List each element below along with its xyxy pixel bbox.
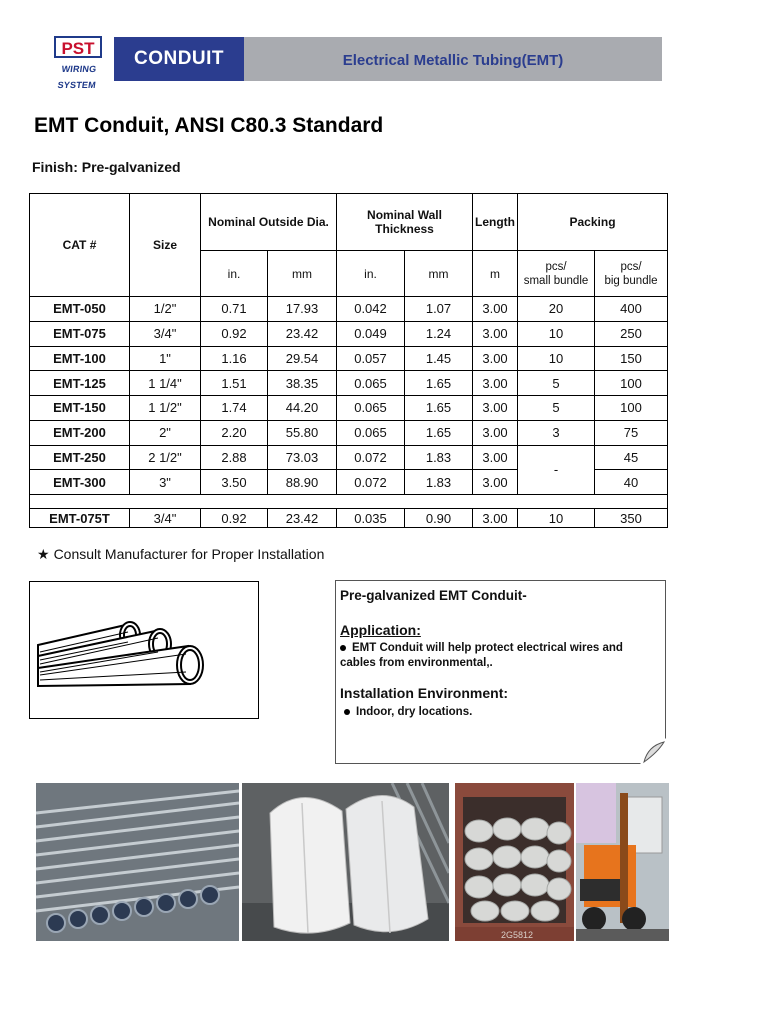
cell-cat: EMT-200: [30, 420, 130, 445]
cell-wall-mm: 1.24: [405, 321, 473, 346]
cell-od-in: 0.92: [201, 321, 268, 346]
cell-od-in: 2.20: [201, 420, 268, 445]
photo-conduit-stack: [36, 783, 239, 941]
cell-wall-in: 0.065: [337, 420, 405, 445]
cell-size: 3/4": [130, 321, 201, 346]
cell-cat: EMT-300: [30, 470, 130, 495]
cell-wall-in: 0.065: [337, 396, 405, 421]
cell-cat: EMT-075: [30, 321, 130, 346]
cell-od-in: 3.50: [201, 470, 268, 495]
cell-wall-in: 0.072: [337, 470, 405, 495]
cell-length: 3.00: [473, 445, 518, 470]
cell-big: 45: [595, 445, 668, 470]
col-header-cat: CAT #: [30, 194, 130, 297]
unit-small-bundle: pcs/ small bundle: [518, 251, 595, 297]
cell-cat: EMT-250: [30, 445, 130, 470]
cell-length: 3.00: [473, 346, 518, 371]
cell-big: 100: [595, 371, 668, 396]
table-row: [30, 445, 668, 470]
col-header-od: Nominal Outside Dia.: [201, 194, 337, 251]
cell-small: 5: [518, 396, 595, 421]
unit-wall-mm: mm: [405, 251, 473, 297]
cell-wall-mm: 1.83: [405, 470, 473, 495]
cell-size: 3/4": [130, 509, 201, 528]
cell-small: -: [518, 445, 595, 495]
table-row: [30, 396, 668, 421]
cell-length: 3.00: [473, 420, 518, 445]
col-header-size: Size: [130, 194, 201, 297]
table-row: [30, 509, 668, 528]
cell-od-mm: 73.03: [268, 445, 337, 470]
cell-size: 2 1/2": [130, 445, 201, 470]
application-text-body: EMT Conduit will help protect electrical wires and cables from environmental,.: [340, 642, 623, 669]
cell-small: 10: [518, 321, 595, 346]
cell-big: 400: [595, 297, 668, 322]
cell-cat: EMT-050: [30, 297, 130, 322]
unit-big-bundle: pcs/ big bundle: [595, 251, 668, 297]
cell-od-in: 1.74: [201, 396, 268, 421]
cell-size: 2": [130, 420, 201, 445]
cell-size: 1 1/4": [130, 371, 201, 396]
cell-od-mm: 88.90: [268, 470, 337, 495]
table-row: [30, 420, 668, 445]
cell-size: 3": [130, 470, 201, 495]
cell-wall-mm: 1.83: [405, 445, 473, 470]
cell-length: 3.00: [473, 470, 518, 495]
pst-logo: [46, 36, 112, 90]
cell-od-mm: 23.42: [268, 509, 337, 528]
consult-text: Consult Manufacturer for Proper Installation: [53, 546, 325, 562]
cell-wall-mm: 0.90: [405, 509, 473, 528]
cell-wall-in: 0.072: [337, 445, 405, 470]
note-title: Pre-galvanized EMT Conduit-: [340, 588, 527, 603]
photo-wrapped-bundles: [242, 783, 449, 941]
photo-container-loading: [455, 783, 574, 941]
cell-small: 20: [518, 297, 595, 322]
cell-length: 3.00: [473, 509, 518, 528]
conduit-drawing: [29, 581, 259, 719]
cell-small: 5: [518, 371, 595, 396]
spacer-cell: [30, 495, 668, 509]
spec-table: [29, 193, 668, 528]
cell-cat: EMT-075T: [30, 509, 130, 528]
conduit-pipes-illustration: [30, 582, 258, 718]
star-icon: ★: [37, 546, 50, 562]
table-row: [30, 297, 668, 322]
photo-forklift: [576, 783, 669, 941]
logo-subtitle: WIRING SYSTEM: [56, 64, 98, 90]
section-subtitle: Electrical Metallic Tubing(EMT): [244, 37, 662, 81]
cell-od-mm: 17.93: [268, 297, 337, 322]
cell-wall-in: 0.065: [337, 371, 405, 396]
cell-size: 1 1/2": [130, 396, 201, 421]
cell-od-in: 0.92: [201, 509, 268, 528]
cell-wall-in: 0.057: [337, 346, 405, 371]
cell-big: 100: [595, 396, 668, 421]
section-banner: CONDUIT: [114, 37, 244, 81]
cell-length: 3.00: [473, 396, 518, 421]
cell-length: 3.00: [473, 371, 518, 396]
cell-length: 3.00: [473, 297, 518, 322]
page-curl-icon: [640, 738, 666, 764]
cell-od-mm: 55.80: [268, 420, 337, 445]
col-header-wall: Nominal Wall Thickness: [337, 194, 473, 251]
bullet-icon: [340, 645, 346, 651]
container-code: 2G5812: [501, 930, 534, 940]
cell-wall-mm: 1.65: [405, 420, 473, 445]
cell-big: 75: [595, 420, 668, 445]
cell-cat: EMT-150: [30, 396, 130, 421]
cell-big: 40: [595, 470, 668, 495]
cell-wall-in: 0.035: [337, 509, 405, 528]
cell-wall-mm: 1.07: [405, 297, 473, 322]
cell-length: 3.00: [473, 321, 518, 346]
col-header-length: Length: [473, 194, 518, 251]
cell-size: 1/2": [130, 297, 201, 322]
cell-size: 1": [130, 346, 201, 371]
table-row: [30, 371, 668, 396]
description-note: [335, 580, 666, 764]
cell-big: 350: [595, 509, 668, 528]
table-row: [30, 346, 668, 371]
consult-note: [37, 546, 324, 563]
application-text: [340, 641, 660, 671]
cell-wall-in: 0.049: [337, 321, 405, 346]
cell-od-in: 0.71: [201, 297, 268, 322]
cell-small: 10: [518, 346, 595, 371]
cell-od-in: 2.88: [201, 445, 268, 470]
cell-small: 10: [518, 509, 595, 528]
application-heading: Application:: [340, 622, 421, 638]
cell-wall-mm: 1.45: [405, 346, 473, 371]
table-row: [30, 321, 668, 346]
unit-od-in: in.: [201, 251, 268, 297]
cell-cat: EMT-125: [30, 371, 130, 396]
cell-cat: EMT-100: [30, 346, 130, 371]
installation-text: [344, 706, 472, 718]
table-spacer-row: [30, 495, 668, 509]
cell-big: 250: [595, 321, 668, 346]
page-title: EMT Conduit, ANSI C80.3 Standard: [34, 114, 384, 137]
cell-wall-in: 0.042: [337, 297, 405, 322]
unit-od-mm: mm: [268, 251, 337, 297]
unit-length-m: m: [473, 251, 518, 297]
installation-heading: Installation Environment:: [340, 685, 509, 701]
bullet-icon: [344, 709, 350, 715]
cell-od-mm: 44.20: [268, 396, 337, 421]
installation-text-body: Indoor, dry locations.: [356, 706, 473, 718]
col-header-packing: Packing: [518, 194, 668, 251]
cell-small: 3: [518, 420, 595, 445]
cell-od-mm: 29.54: [268, 346, 337, 371]
cell-big: 150: [595, 346, 668, 371]
logo-mark: PST: [54, 36, 102, 58]
cell-wall-mm: 1.65: [405, 396, 473, 421]
finish-label: Finish: Pre-galvanized: [32, 159, 181, 175]
cell-od-mm: 38.35: [268, 371, 337, 396]
cell-wall-mm: 1.65: [405, 371, 473, 396]
cell-od-in: 1.51: [201, 371, 268, 396]
cell-od-mm: 23.42: [268, 321, 337, 346]
unit-wall-in: in.: [337, 251, 405, 297]
cell-od-in: 1.16: [201, 346, 268, 371]
